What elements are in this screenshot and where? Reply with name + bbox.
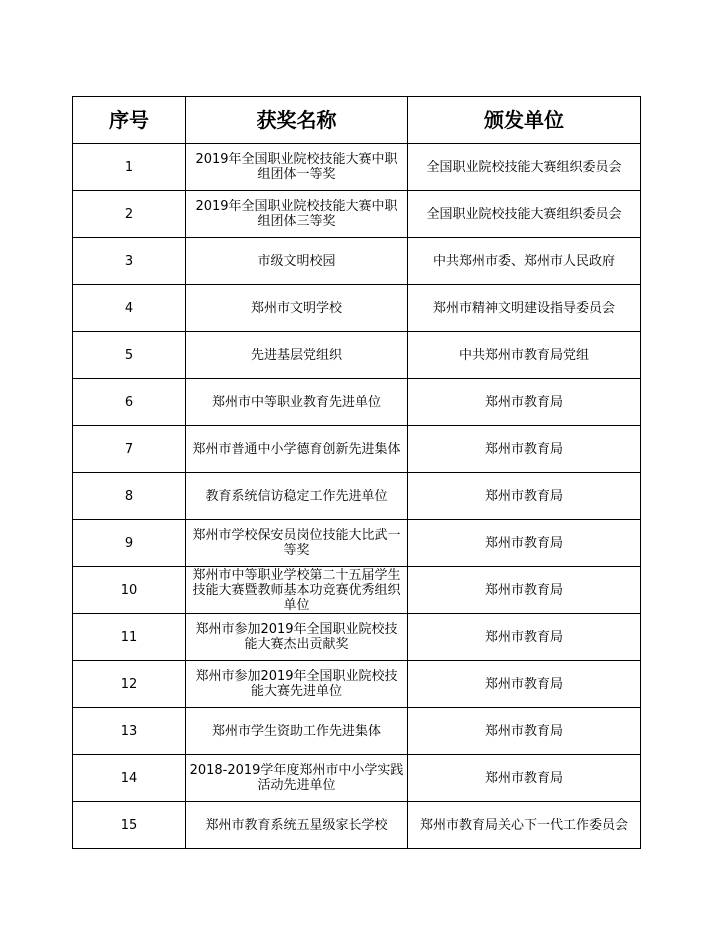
serial-number-text: 12 <box>120 676 138 692</box>
table-row <box>73 520 641 567</box>
issuing-unit-cell <box>408 708 641 755</box>
issuing-unit-cell <box>408 379 641 426</box>
award-name-cell <box>186 144 408 191</box>
table-row <box>73 285 641 332</box>
award-name-cell <box>186 755 408 802</box>
table-row <box>73 802 641 849</box>
table-row <box>73 661 641 708</box>
table-row <box>73 191 641 238</box>
serial-number-text: 4 <box>124 300 134 316</box>
serial-number-cell <box>73 238 186 285</box>
header-serial-number: 序号 <box>73 97 186 144</box>
award-name-cell <box>186 567 408 614</box>
table-row <box>73 473 641 520</box>
issuing-unit-cell <box>408 755 641 802</box>
issuing-unit-cell <box>408 144 641 191</box>
header-award-name: 获奖名称 <box>186 97 408 144</box>
serial-number-text: 7 <box>124 441 134 457</box>
issuing-unit-cell <box>408 802 641 849</box>
issuing-unit-cell <box>408 332 641 379</box>
serial-number-text: 2 <box>124 206 134 222</box>
award-name-cell <box>186 473 408 520</box>
header-issuing-unit: 颁发单位 <box>408 97 641 144</box>
award-name-cell <box>186 332 408 379</box>
table-row <box>73 379 641 426</box>
serial-number-text: 3 <box>124 253 134 269</box>
issuing-unit-cell <box>408 285 641 332</box>
issuing-unit-cell <box>408 191 641 238</box>
issuing-unit-text: 郑州市精神文明建设指导委员会 <box>432 300 615 316</box>
award-name-text: 郑州市参加2019年全国职业院校技能大赛杰出贡献奖 <box>195 622 398 652</box>
issuing-unit-text: 郑州市教育局 <box>484 535 563 551</box>
issuing-unit-text: 郑州市教育局 <box>484 629 563 645</box>
issuing-unit-text: 郑州市教育局 <box>484 770 563 786</box>
award-name-cell <box>186 661 408 708</box>
serial-number-text: 1 <box>124 159 134 175</box>
award-name-cell <box>186 708 408 755</box>
serial-number-cell <box>73 379 186 426</box>
issuing-unit-cell <box>408 661 641 708</box>
award-name-cell <box>186 426 408 473</box>
issuing-unit-cell <box>408 520 641 567</box>
award-name-cell <box>186 379 408 426</box>
issuing-unit-text: 郑州市教育局 <box>484 441 563 457</box>
serial-number-text: 10 <box>120 582 138 598</box>
awards-table <box>72 96 641 849</box>
award-name-text: 郑州市中等职业学校第二十五届学生技能大赛暨教师基本功竞赛优秀组织单位 <box>192 567 401 613</box>
table-body <box>73 144 641 849</box>
award-name-text: 市级文明校园 <box>257 253 336 269</box>
table-row <box>73 426 641 473</box>
serial-number-text: 15 <box>120 817 138 833</box>
issuing-unit-text: 郑州市教育局 <box>484 723 563 739</box>
award-name-cell <box>186 520 408 567</box>
award-name-text: 教育系统信访稳定工作先进单位 <box>205 488 388 504</box>
issuing-unit-cell <box>408 567 641 614</box>
serial-number-cell <box>73 614 186 661</box>
serial-number-cell <box>73 802 186 849</box>
table-row <box>73 238 641 285</box>
issuing-unit-cell <box>408 238 641 285</box>
award-name-text: 郑州市中等职业教育先进单位 <box>211 394 381 410</box>
award-name-cell <box>186 802 408 849</box>
issuing-unit-cell <box>408 426 641 473</box>
award-name-text: 2019年全国职业院校技能大赛中职组团体一等奖 <box>195 152 398 182</box>
award-name-text: 郑州市学生资助工作先进集体 <box>211 723 381 739</box>
award-name-cell <box>186 238 408 285</box>
issuing-unit-text: 郑州市教育局 <box>484 488 563 504</box>
issuing-unit-text: 郑州市教育局关心下一代工作委员会 <box>419 817 628 833</box>
table-row <box>73 144 641 191</box>
issuing-unit-cell <box>408 473 641 520</box>
award-name-text: 郑州市参加2019年全国职业院校技能大赛先进单位 <box>195 669 398 699</box>
serial-number-cell <box>73 473 186 520</box>
issuing-unit-cell <box>408 614 641 661</box>
award-name-text: 郑州市教育系统五星级家长学校 <box>205 817 388 833</box>
serial-number-cell <box>73 661 186 708</box>
table-row <box>73 567 641 614</box>
serial-number-cell <box>73 426 186 473</box>
serial-number-cell <box>73 332 186 379</box>
serial-number-text: 8 <box>124 488 134 504</box>
serial-number-cell <box>73 285 186 332</box>
table-row <box>73 708 641 755</box>
issuing-unit-text: 郑州市教育局 <box>484 394 563 410</box>
issuing-unit-text: 中共郑州市教育局党组 <box>458 347 589 363</box>
award-name-text: 郑州市学校保安员岗位技能大比武一等奖 <box>192 528 401 558</box>
table-row <box>73 332 641 379</box>
issuing-unit-text: 全国职业院校技能大赛组织委员会 <box>426 159 622 175</box>
serial-number-cell <box>73 191 186 238</box>
serial-number-cell <box>73 144 186 191</box>
serial-number-cell <box>73 567 186 614</box>
award-name-text: 2019年全国职业院校技能大赛中职组团体三等奖 <box>195 199 398 229</box>
issuing-unit-text: 郑州市教育局 <box>484 676 563 692</box>
award-name-text: 2018-2019学年度郑州市中小学实践活动先进单位 <box>189 763 404 793</box>
serial-number-text: 11 <box>120 629 138 645</box>
issuing-unit-text: 中共郑州市委、郑州市人民政府 <box>432 253 615 269</box>
award-name-cell <box>186 285 408 332</box>
table-row <box>73 755 641 802</box>
award-name-text: 郑州市文明学校 <box>250 300 342 316</box>
serial-number-cell <box>73 755 186 802</box>
serial-number-text: 6 <box>124 394 134 410</box>
serial-number-cell <box>73 708 186 755</box>
award-name-text: 郑州市普通中小学德育创新先进集体 <box>192 441 401 457</box>
serial-number-text: 5 <box>124 347 134 363</box>
serial-number-text: 13 <box>120 723 138 739</box>
serial-number-text: 14 <box>120 770 138 786</box>
header-row <box>73 97 641 144</box>
issuing-unit-text: 全国职业院校技能大赛组织委员会 <box>426 206 622 222</box>
issuing-unit-text: 郑州市教育局 <box>484 582 563 598</box>
award-name-cell <box>186 614 408 661</box>
award-name-text: 先进基层党组织 <box>250 347 342 363</box>
serial-number-text: 9 <box>124 535 134 551</box>
serial-number-cell <box>73 520 186 567</box>
table-row <box>73 614 641 661</box>
award-name-cell <box>186 191 408 238</box>
